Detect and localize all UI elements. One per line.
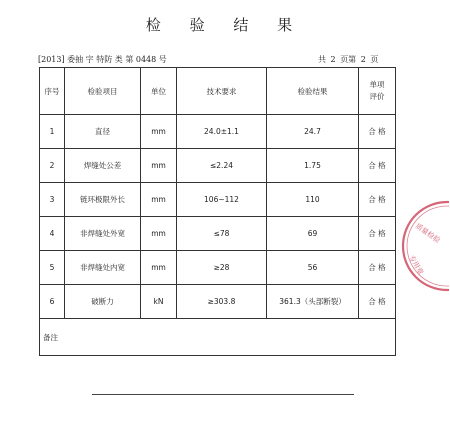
results-table (39, 67, 396, 356)
test-item: 直径 (65, 115, 141, 149)
evaluation: 合 格 (359, 285, 396, 319)
table-row (40, 115, 396, 149)
unit: kN (141, 285, 177, 319)
column-header: 技术要求 (177, 68, 267, 115)
unit: mm (141, 115, 177, 149)
test-result: 69 (267, 217, 359, 251)
row-number: 1 (40, 115, 65, 149)
table-row (40, 183, 396, 217)
table-header-row (40, 68, 396, 115)
page-info (318, 54, 380, 65)
page-word: 页第 (340, 55, 357, 64)
row-number: 4 (40, 217, 65, 251)
technical-requirement: ≤2.24 (177, 149, 267, 183)
report-number: [2013] 委抽 字 特防 类 第 0448 号 (38, 55, 167, 64)
evaluation: 合 格 (359, 115, 396, 149)
test-item: 非焊缝处外宽 (65, 217, 141, 251)
seal-text-2: 专用章 (407, 254, 425, 277)
footer-divider (92, 394, 354, 395)
test-result: 24.7 (267, 115, 359, 149)
unit: mm (141, 251, 177, 285)
remarks-value (141, 319, 396, 356)
test-result: 110 (267, 183, 359, 217)
technical-requirement: 106~112 (177, 183, 267, 217)
unit: mm (141, 217, 177, 251)
evaluation: 合 格 (359, 183, 396, 217)
test-result: 1.75 (267, 149, 359, 183)
column-header: 序号 (40, 68, 65, 115)
technical-requirement: ≥28 (177, 251, 267, 285)
evaluation: 合 格 (359, 217, 396, 251)
remarks-row (40, 319, 396, 356)
test-result: 361.3（头部断裂） (267, 285, 359, 319)
column-header: 单位 (141, 68, 177, 115)
seal-ring (403, 202, 449, 290)
column-header: 检验项目 (65, 68, 141, 115)
table-row (40, 285, 396, 319)
page-total: 2 (330, 55, 336, 64)
evaluation: 合 格 (359, 251, 396, 285)
technical-requirement: ≥303.8 (177, 285, 267, 319)
seal-text: 质量检验 (413, 222, 442, 245)
column-header: 检验结果 (267, 68, 359, 115)
test-item: 破断力 (65, 285, 141, 319)
technical-requirement: ≤78 (177, 217, 267, 251)
unit: mm (141, 149, 177, 183)
remarks-label: 备注 (40, 319, 141, 356)
page-total-prefix: 共 (318, 55, 326, 64)
row-number: 5 (40, 251, 65, 285)
evaluation: 合 格 (359, 149, 396, 183)
row-number: 2 (40, 149, 65, 183)
row-number: 3 (40, 183, 65, 217)
inspection-seal (397, 197, 449, 295)
table-row (40, 149, 396, 183)
page-title: 检 验 结 果 (145, 16, 305, 34)
column-header: 单项 评价 (359, 68, 396, 115)
table-row (40, 251, 396, 285)
technical-requirement: 24.0±1.1 (177, 115, 267, 149)
test-item: 链环极限外长 (65, 183, 141, 217)
unit: mm (141, 183, 177, 217)
test-item: 非焊缝处内宽 (65, 251, 141, 285)
row-number: 6 (40, 285, 65, 319)
test-result: 56 (267, 251, 359, 285)
page-suffix: 页 (370, 55, 379, 64)
page-current: 2 (360, 55, 366, 64)
test-item: 焊缝处公差 (65, 149, 141, 183)
table-row (40, 217, 396, 251)
